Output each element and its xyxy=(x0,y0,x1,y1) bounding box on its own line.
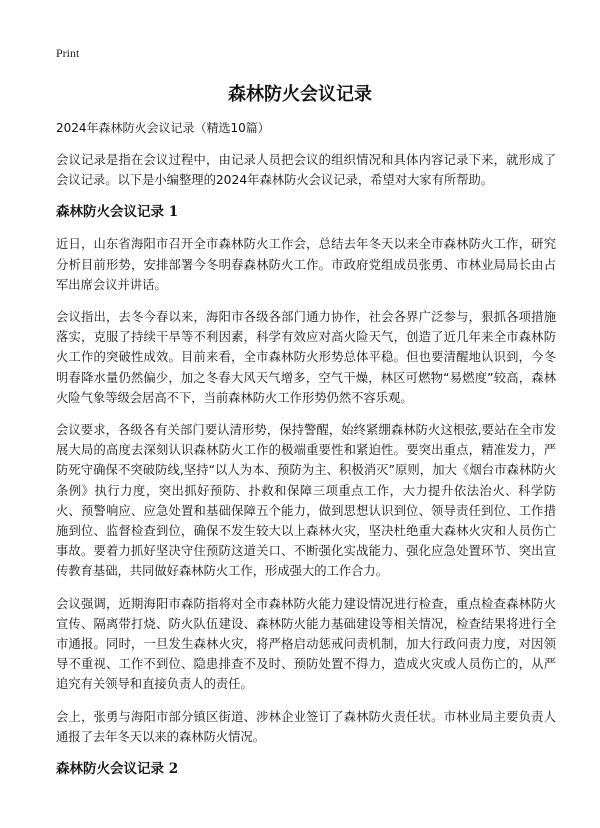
section-1-paragraph-3: 会议要求，各级各有关部门要认清形势，保持警醒，始终紧绷森林防火这根弦,要站在全市发展大局的高度去深刻认识森林防火工作的极端重要性和紧迫性。要突出重点，精准发力，严防死守确保不突破防线,坚持“以人为本、预防为主、积极消灭”原则，加大《烟台市森林防火条例》执行力度，突出抓好预防、扑救和保障三项重点工作，大力提升依法治火、科学防火、预警响应、应急处置和基础保障五个能力，做到思想认识到位、领导责任到位、工作措施到位、监督检查到位，确保不发生较大以上森林火灾，坚决杜绝重大森林火灾和人员伤亡事故。要着力抓好坚决守住预防这道关口、不断强化实战能力、强化应急处置环节、突出宣传教育基础，共同做好森林防火工作，形成强大的工作合力。 xyxy=(56,423,556,579)
document-body xyxy=(56,118,556,791)
intro-paragraph: 会议记录是指在会议过程中，由记录人员把会议的组织情况和具体内容记录下来，就形成了会议记录。以下是小编整理的2024年森林防火会议记录，希望对大家有所帮助。 xyxy=(56,153,556,188)
section-1-paragraph-2: 会议指出，去冬今春以来，海阳市各级各部门通力协作，社会各界广泛参与，狠抓各项措施落实，克服了持续干旱等不利因素，科学有效应对高火险天气，创造了近几年来全市森林防火工作的突破性成效。目前来看，全市森林防火形势总体平稳。但也要清醒地认识到，今冬明春降水量仍然偏少，加之冬春大风天气增多，空气干燥，林区可燃物“易燃度”较高，森林火险气象等级会居高不下，当前森林防火工作形势仍然不容乐观。 xyxy=(56,310,556,405)
section-1-paragraph-4: 会议强调，近期海阳市森防指将对全市森林防火能力建设情况进行检查，重点检查森林防火宣传、隔离带打烧、防火队伍建设、森林防火能力基础建设等相关情况，检查结果将进行全市通报。同时，一旦发生森林火灾，将严格启动惩戒问责机制，加大行政问责力度，对因领导不重视、工作不到位、隐患排查不及时、预防处置不得力，造成火灾或人员伤亡的，从严追究有关领导和直接负责人的责任。 xyxy=(56,596,556,692)
print-link[interactable]: Print xyxy=(56,46,80,60)
page-title: 森林防火会议记录 xyxy=(228,84,372,105)
section-heading-2: 森林防火会议记录 2 xyxy=(56,761,179,778)
section-heading-1: 森林防火会议记录 1 xyxy=(56,204,179,221)
section-1-paragraph-1: 近日，山东省海阳市召开全市森林防火工作会，总结去年冬天以来全市森林防火工作，研究分析目前形势，安排部署今冬明春森林防火工作。市政府党组成员张勇、市林业局局长由占军出席会议并讲话。 xyxy=(56,237,556,292)
section-1-paragraph-5: 会上，张勇与海阳市部分镇区街道、涉林企业签订了森林防火责任状。市林业局主要负责人通报了去年冬天以来的森林防火情况。 xyxy=(56,709,556,744)
document-subtitle: 2024年森林防火会议记录（精选10篇） xyxy=(56,121,270,135)
